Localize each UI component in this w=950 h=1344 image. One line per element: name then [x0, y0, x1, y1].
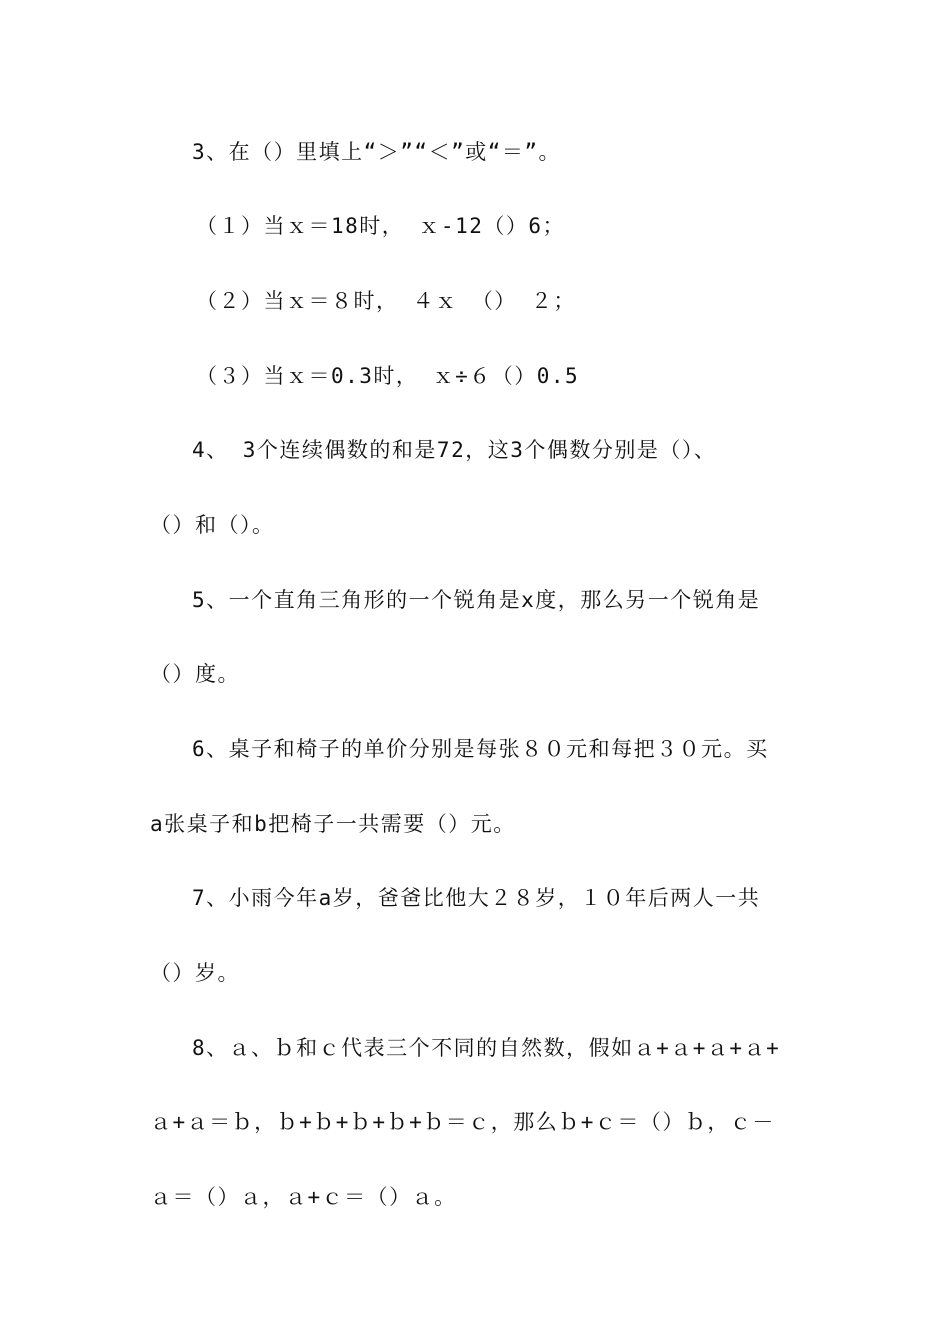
question-5-line-1: 5、一个直角三角形的一个锐角是x度，那么另一个锐角是	[192, 588, 761, 612]
question-8-line-3: ａ＝（）ａ，ａ+ｃ＝（）ａ。	[150, 1185, 457, 1209]
question-4-line-1: 4、 3个连续偶数的和是72，这3个偶数分别是（）、	[192, 438, 717, 462]
question-3-item-2: （２）当ｘ＝８时， ４ｘ （） ２；	[196, 289, 576, 313]
question-3-item-1: （１）当ｘ＝18时， ｘ-12（）6；	[196, 214, 566, 238]
question-4-line-2: （）和（）。	[150, 513, 275, 537]
question-3-stem: 3、在（）里填上“＞”“＜”或“＝”。	[192, 140, 562, 164]
question-6-line-1: 6、桌子和椅子的单价分别是每张８０元和每把３０元。买	[192, 737, 769, 761]
question-5-line-2: （）度。	[150, 662, 240, 686]
question-8-line-1: 8、ａ、ｂ和ｃ代表三个不同的自然数，假如ａ+ａ+ａ+ａ+	[192, 1036, 781, 1060]
question-7-line-2: （）岁。	[150, 961, 240, 985]
question-8-line-2: ａ+ａ＝ｂ，ｂ+ｂ+ｂ+ｂ+ｂ＝ｃ，那么ｂ+ｃ＝（）ｂ，ｃ－	[150, 1110, 775, 1134]
question-6-line-2: a张桌子和b把椅子一共需要（）元。	[150, 812, 516, 836]
question-3-item-3: （３）当ｘ＝0.3时， ｘ÷６（）0.5	[196, 364, 580, 388]
question-7-line-1: 7、小雨今年a岁，爸爸比他大２８岁，１０年后两人一共	[192, 886, 761, 910]
